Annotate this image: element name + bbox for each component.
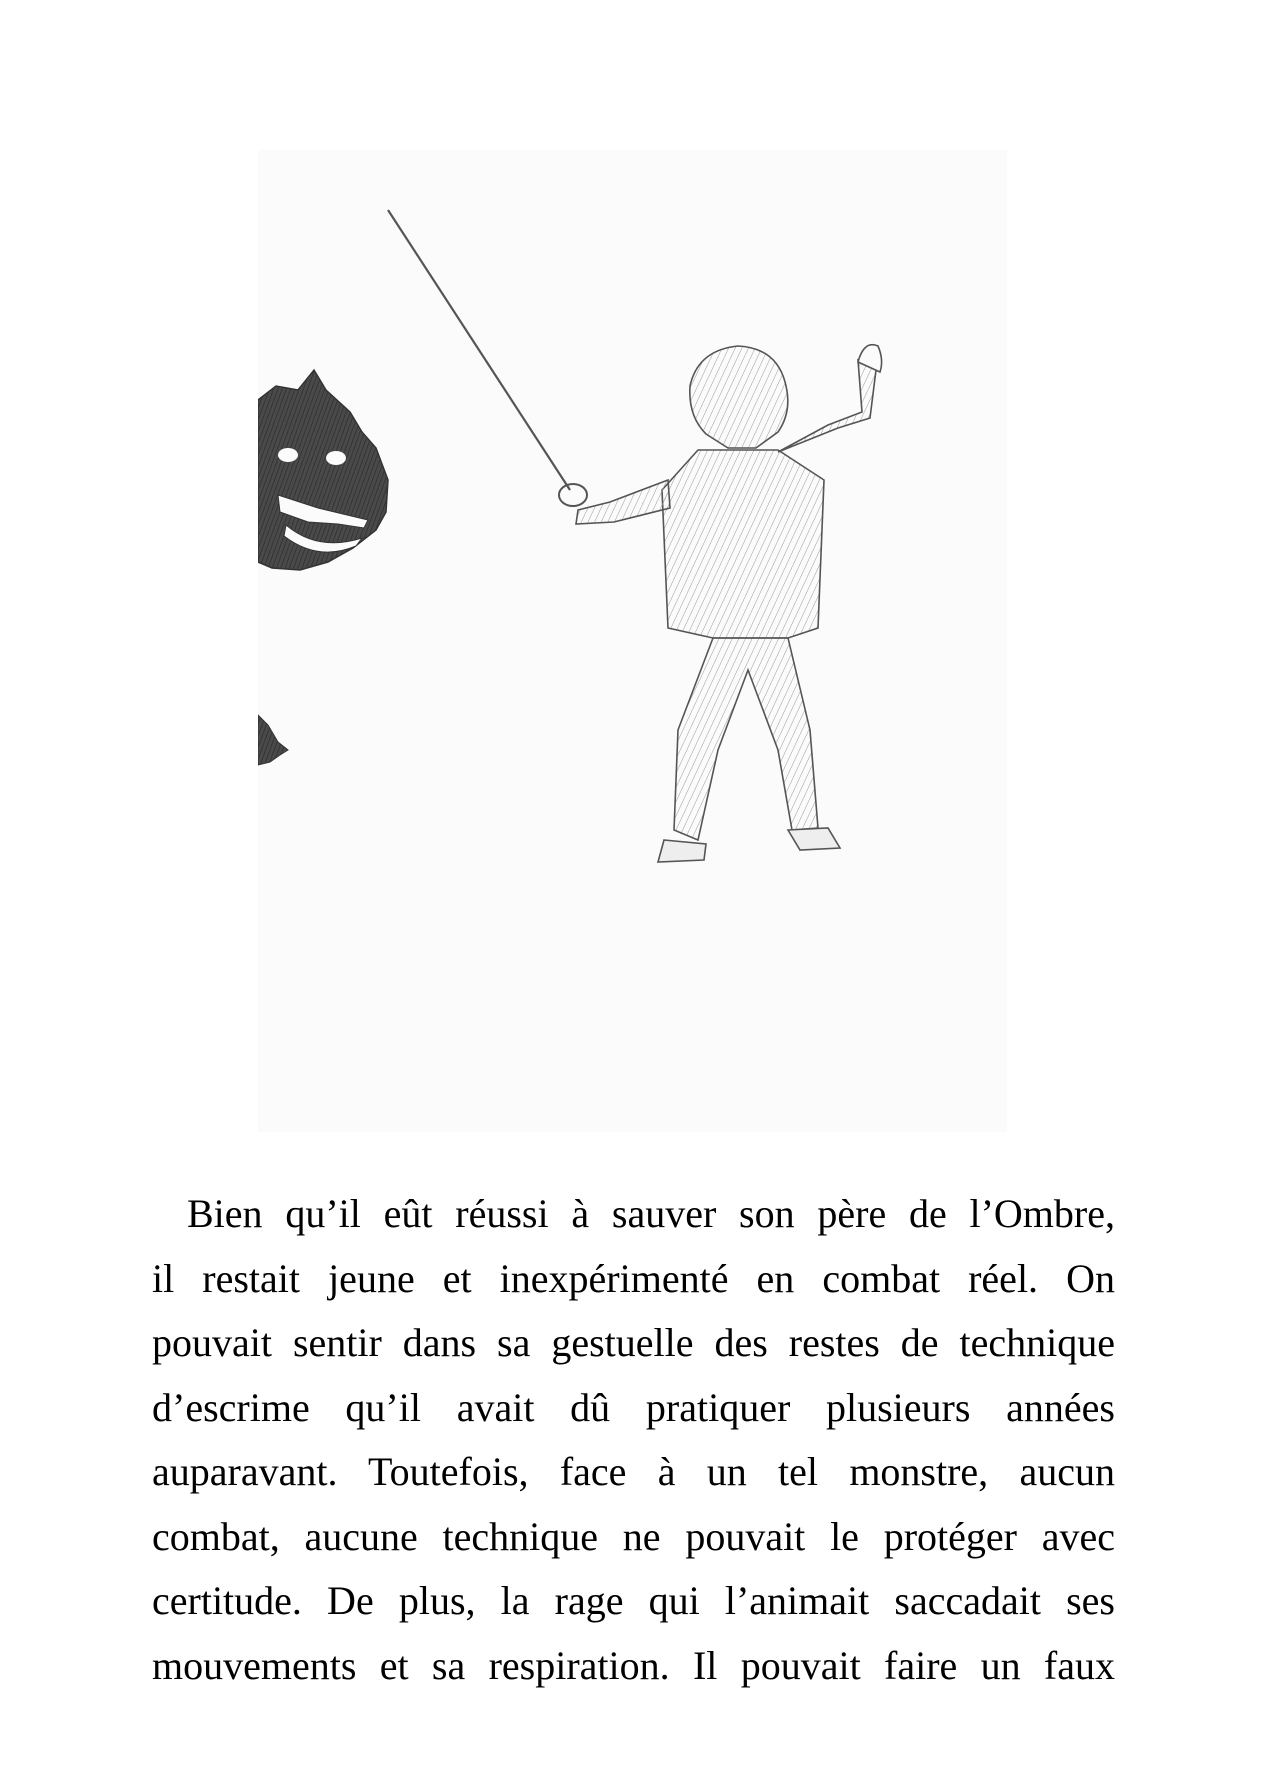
sword-guard [559, 484, 587, 506]
sword-blade [388, 210, 570, 490]
paragraph-line: mouvements et sa respiration. Il pouvait faire un faux [152, 1642, 1115, 1688]
monster-head [258, 370, 388, 570]
paragraph-line: certitude. De plus, la rage qui l’animait saccadait ses [152, 1578, 1115, 1623]
paragraph-line: pouvait sentir dans sa gestuelle des restes de technique [152, 1320, 1115, 1365]
paragraph-line: combat, aucune technique ne pouvait le protéger avec [152, 1513, 1115, 1559]
fencer-figure [576, 345, 882, 862]
paragraph-line: Bien qu’il eût réussi à sauver son père de l’Ombre, [187, 1191, 1115, 1236]
illustration [258, 150, 1007, 1132]
monster-claw [258, 715, 288, 765]
paragraph [152, 1182, 1115, 1698]
paragraph-line: auparavant. Toutefois, face à un tel monstre, aucun [152, 1449, 1115, 1494]
paragraph-line: d’escrime qu’il avait dû pratiquer plusieurs années [152, 1384, 1115, 1430]
paragraph-line: il restait jeune et inexpérimenté en combat réel. On [152, 1255, 1115, 1301]
sketch-drawing [258, 150, 1007, 1132]
